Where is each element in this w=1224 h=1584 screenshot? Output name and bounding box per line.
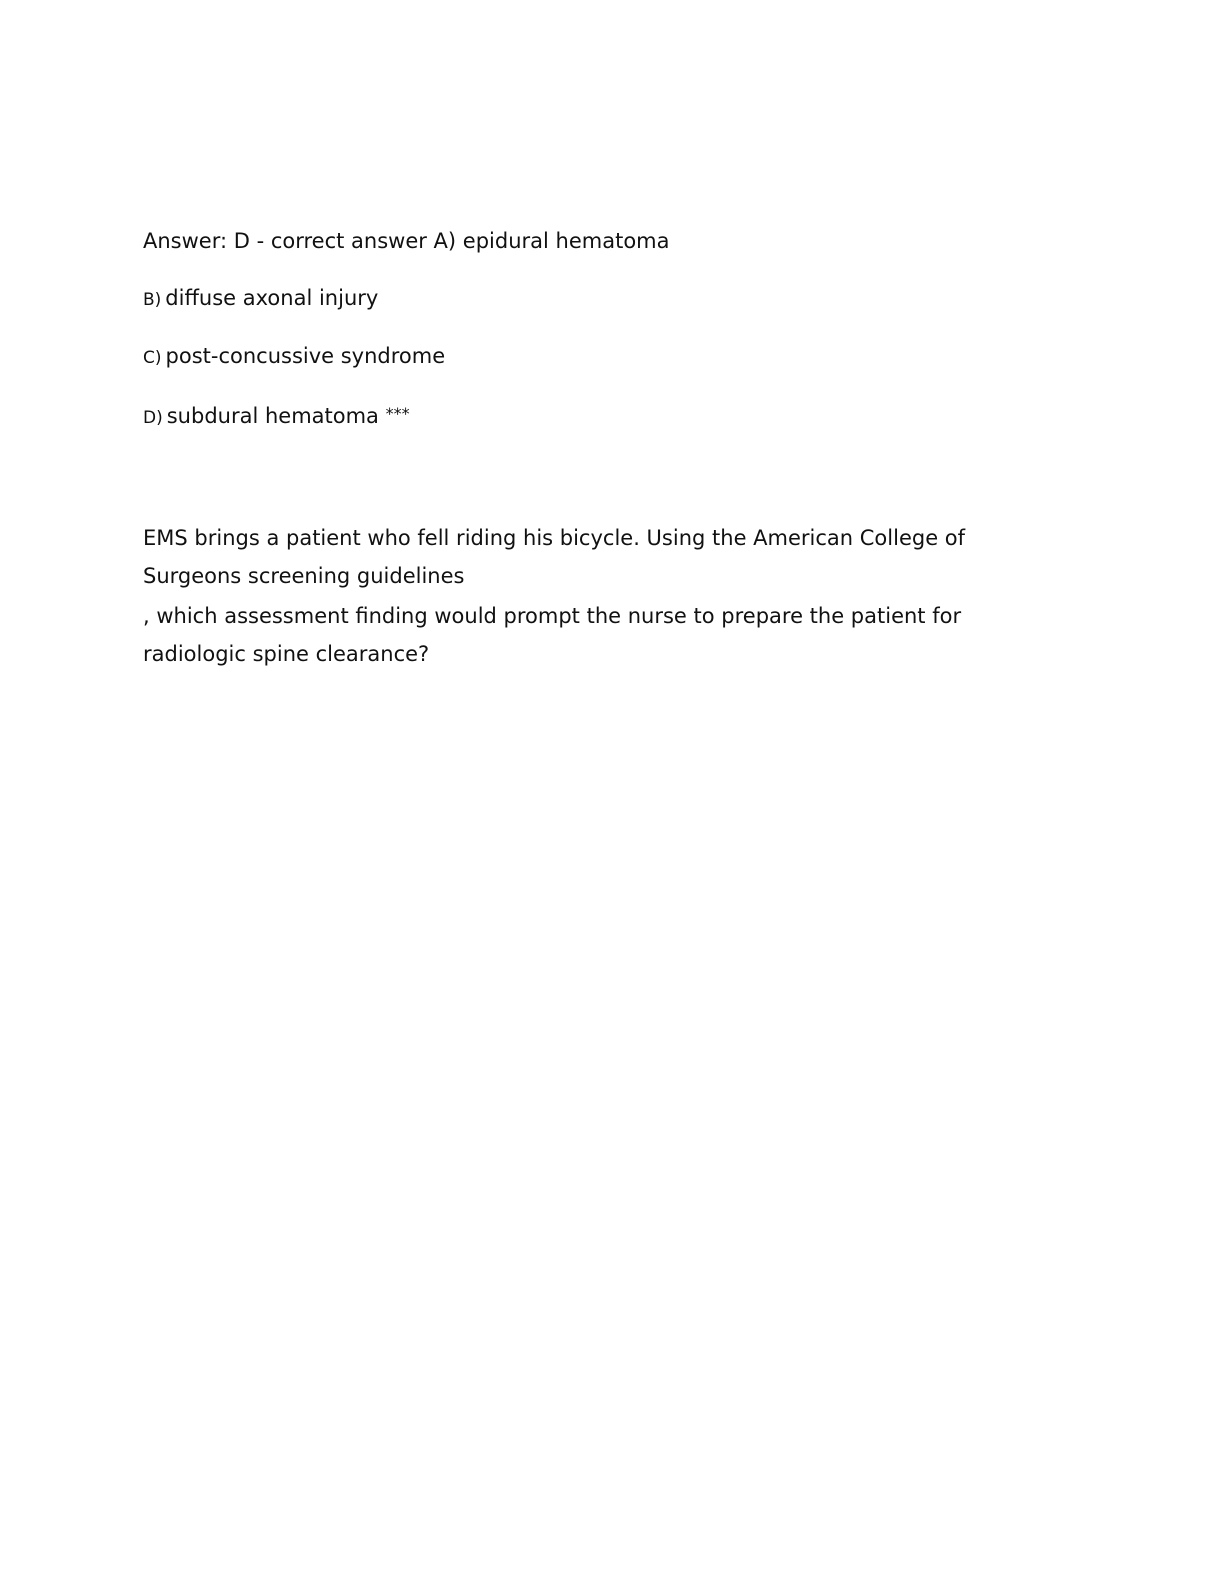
answer-line: Answer: D - correct answer A) epidural hematoma (143, 229, 670, 253)
option-text: diffuse axonal injury (165, 286, 379, 310)
option-letter: C) (143, 348, 162, 368)
option-c (143, 342, 445, 372)
option-text: post-concussive syndrome (165, 344, 446, 368)
question-line-3: , which assessment finding would prompt the nurse to prepare the patient for (143, 604, 962, 628)
correct-marker: *** (385, 404, 410, 423)
question-line-1: EMS brings a patient who fell riding his bicycle. Using the American College of (143, 526, 966, 550)
question-line-4: radiologic spine clearance? (143, 642, 430, 666)
option-d (143, 400, 410, 432)
option-b (143, 284, 378, 314)
option-letter: D) (143, 408, 163, 428)
question-line-2: Surgeons screening guidelines (143, 564, 465, 588)
option-letter: B) (143, 290, 162, 310)
option-text: subdural hematoma (166, 404, 379, 428)
